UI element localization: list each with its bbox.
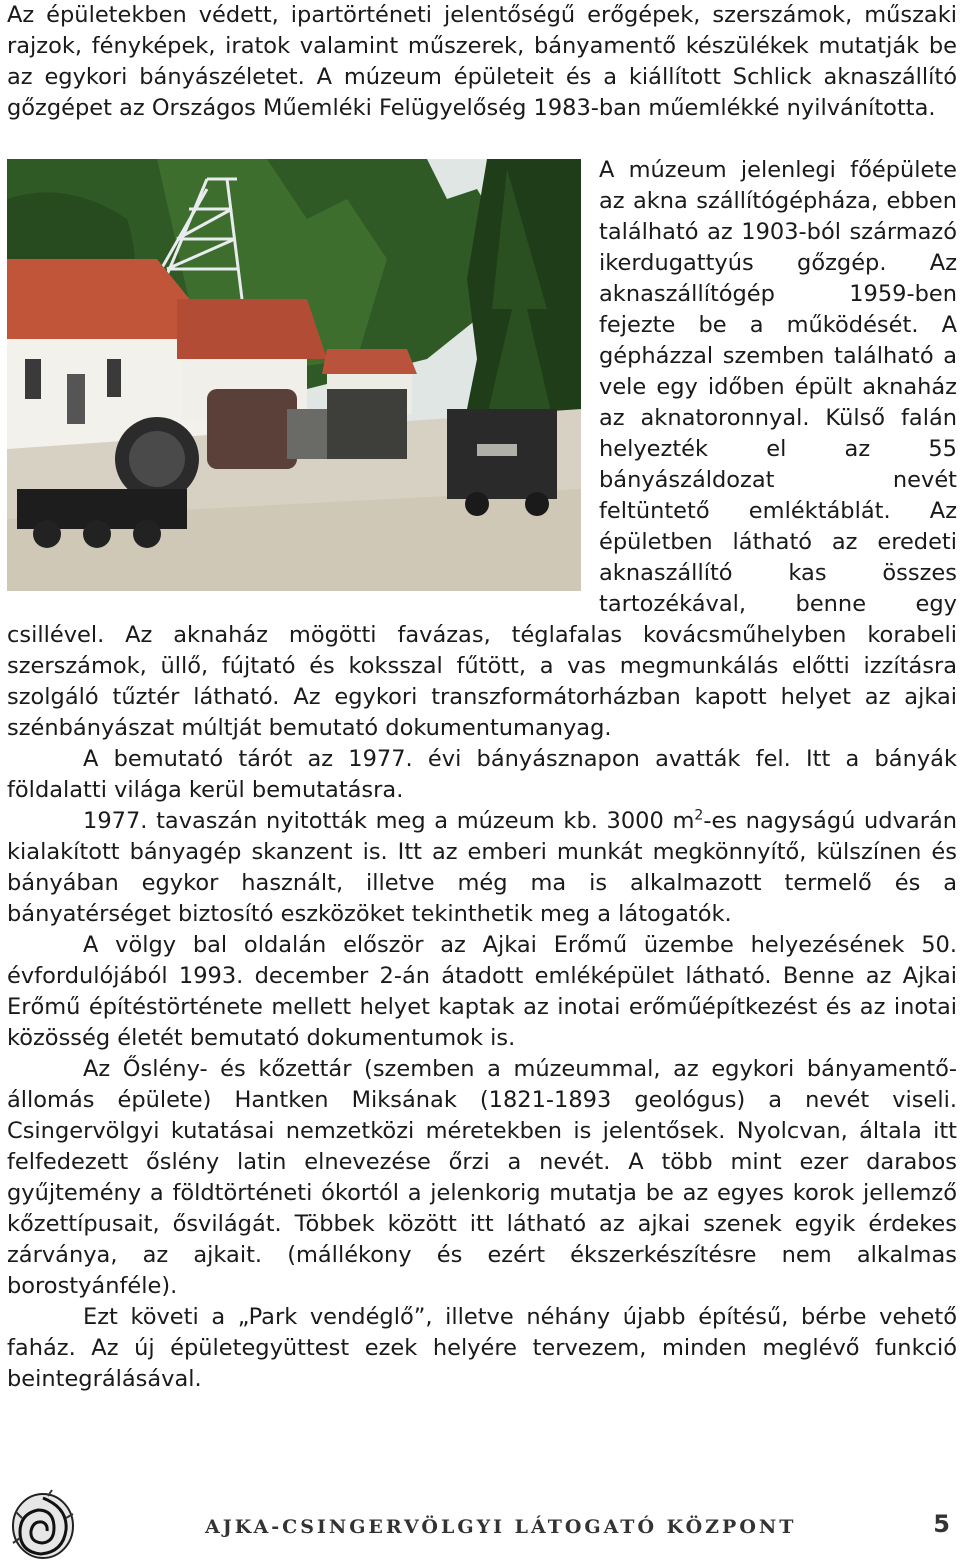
museum-yard-photo: [7, 159, 581, 591]
paragraph-main-building: A múzeum jelenlegi főépülete az akna szállítógépháza, ebben található az 1903-ból származó ikerdugattyús gőzgép. Az aknaszállítógép 1959-ben fejezte be a működését. A gépházzal szemben található a vele egy időben épült aknaház az aknatoronnyal. Külső falán helyezték el az 55 bányászáldozat nevét feltüntető emléktáblát. Az épületben látható az eredeti aknaszállító kas összes tartozékával, benne egy csillével. Az aknaház mögötti favázas, téglafalas kovácsműhelyben korabeli szerszámok, üllő, fújtató és koksszal fűtött, a vas megmunkálás előtti izzításra szolgáló tűztér látható. Az egykori transzformátorházban kapott helyet az ajkai szénbányászat múltját bemutató dokumentumanyag.: [7, 157, 957, 741]
paragraph-intro: Az épületekben védett, ipartörténeti jelentőségű erőgépek, szerszámok, műszaki rajzok, fényképek, iratok valamint műszerek, bányamentő készülékek mutatják be az egykori bányászéletet. A múzeum épületeit és a kiállított Schlick aknaszállító gőzgépet az Országos Műemléki Felügyelőség 1983-ban műemlékké nyilvánította.: [7, 2, 957, 121]
paragraph-park-restaurant: Ezt követi a „Park vendéglő”, illetve néhány újabb építésű, bérbe vehető faház. Az új épületegyüttest ezek helyére tervezem, minden meglévő funkció beintegrálásával.: [7, 1304, 957, 1392]
ammonite-fossil-logo-icon: [8, 1488, 78, 1560]
paragraph-power-plant: A völgy bal oldalán először az Ajkai Erőmű üzembe helyezésének 50. évfordulójából 1993. december 2-án átadott emléképület látható. Benne az Ajkai Erőmű építéstörténete mellett helyet kaptak az inotai erőműépítkezést és az inotai közösség életét bemutató dokumentumok is.: [7, 932, 957, 1051]
footer-title: AJKA-CSINGERVÖLGYI LÁTOGATÓ KÖZPONT: [205, 1516, 797, 1538]
paragraph-skanzen: 1977. tavaszán nyitották meg a múzeum kb. 3000 $m^2-es$ nagyságú udvarán kialakított bányagép skanzent is. Itt az emberi munkát megkönnyítő, külszínen és bányában egykor használt, illetve még ma is alkalmazott termelő és a bányatérséget biztosító eszközöket tekinthetik meg a látogatók.: [7, 807, 957, 927]
document-page: [7, 0, 957, 1395]
paragraph-fossil-collection: Az Őslény- és kőzettár (szemben a múzeummal, az egykori bányamentő-állomás épülete) Hantken Miksának (1821-1893 geológus) a nevét viseli. Csingervölgyi kutatásai nemzetközi méretekben is jelentősek. Nyolcvan, általa itt felfedezett őslény latin elnevezése őrzi a nevét. A több mint ezer darabos gyűjtemény a földtörténeti ókortól a jelenkorig mutatja be az egyes korok jellemző kőzettípusait, ősvilágát. Többek között itt látható az ajkai szenek egyik érdekes zárványa, az ajkait. (mállékony és ezért ékszerkészítésre nem alkalmas borostyánféle).: [7, 1056, 957, 1299]
page-footer: [0, 1484, 960, 1564]
page-number: 5: [933, 1510, 950, 1538]
paragraph-tunnel: A bemutató tárót az 1977. évi bányásznapon avatták fel. Itt a bányák földalatti világa kerül bemutatásra.: [7, 746, 957, 803]
